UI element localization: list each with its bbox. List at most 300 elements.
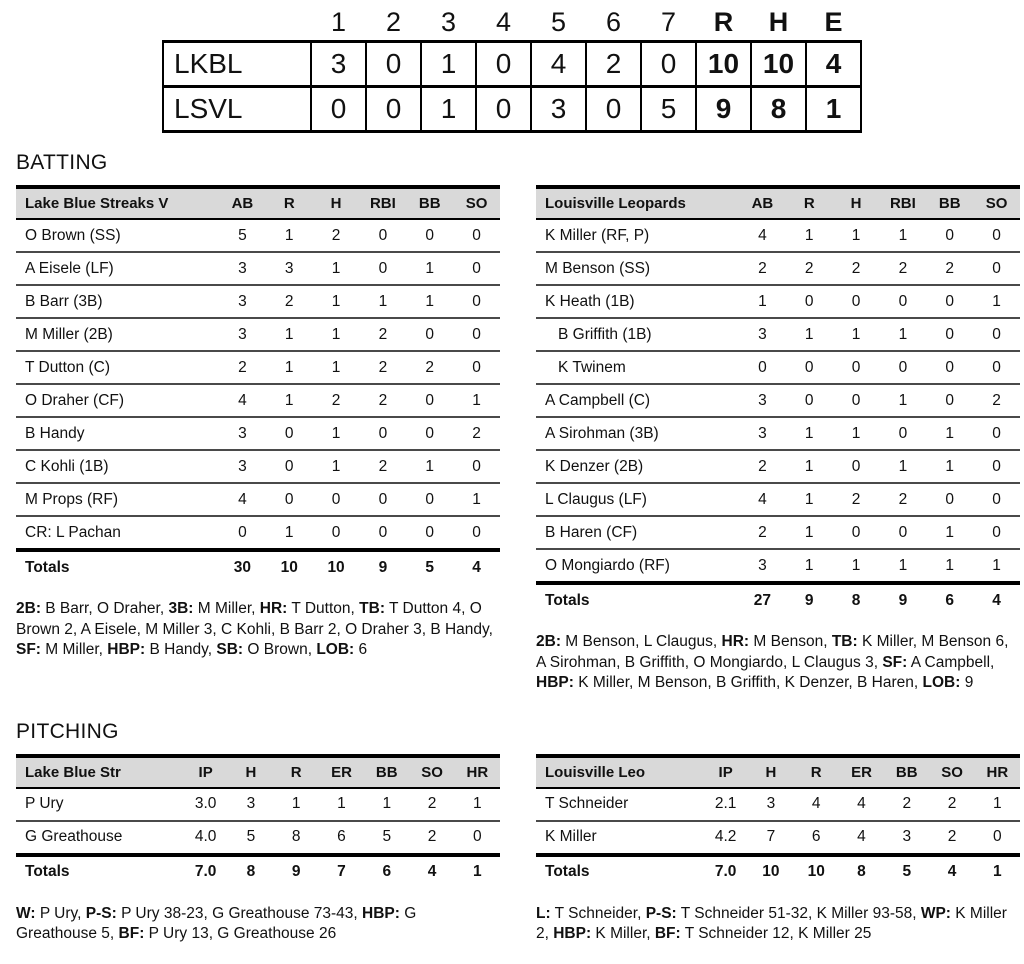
pitching-column-header-ip: IP [703,756,748,788]
batting-player-name: M Miller (2B) [16,318,219,351]
batting-stat-cell: 0 [406,318,453,351]
batting-stat-cell: 0 [786,384,833,417]
batting-row [536,384,1020,417]
batting-row [16,516,500,550]
batting-row [16,384,500,417]
batting-stat-cell: 0 [359,252,406,285]
linescore-inning-cell: 2 [586,42,641,87]
batting-stat-cell: 2 [973,384,1020,417]
pitching-stat-cell: 3 [228,788,273,821]
batting-stat-cell: 0 [786,351,833,384]
batting-column-header-h: H [833,187,880,219]
linescore-row [163,42,861,87]
batting-stat-cell: 0 [926,285,973,318]
batting-stat-cell: 1 [453,384,500,417]
batting-row [536,252,1020,285]
batting-player-name: O Brown (SS) [16,219,219,252]
pitching-stat-cell: 0 [473,828,482,846]
batting-totals-cell: 9 [786,583,833,616]
pitching-totals-cell: 4 [929,855,974,888]
pitching-stat-cell: 1 [274,788,319,821]
pitching-player-name: T Schneider [536,788,703,821]
batting-totals-cell: 27 [739,583,786,616]
batting-totals-label: Totals [536,583,739,616]
pitching-away-note-label: L: [536,904,551,922]
batting-stat-cell: 1 [926,450,973,483]
batting-stat-cell: 0 [453,450,500,483]
batting-stat-cell: 0 [406,417,453,450]
pitching-totals-row [16,855,500,888]
linescore-inning-cell: 1 [421,42,476,87]
pitching-totals-label: Totals [536,855,703,888]
batting-row [536,450,1020,483]
batting-totals-cell: 10 [266,550,313,583]
pitching-stat-cell: 6 [337,828,346,846]
pitching-stat-cell: 1 [455,788,500,821]
batting-stat-cell: 2 [879,252,926,285]
linescore-header-row [163,4,861,42]
pitching-stat-cell: 6 [811,828,821,846]
pitching-away-note-label: BF: [654,925,681,943]
pitching-stat-cell: 3 [902,828,912,846]
batting-away-notes: 2B: M Benson, L Claugus, HR: M Benson, TB: K Miller, M Benson 6, A Sirohman, B Griffith, O Mongiardo, L Claugus 3, SF: A Campbell, HBP: K Miller, M Benson, B Griffith, K Denzer, B Haren, LOB: 9 [536,633,1009,692]
batting-row [536,483,1020,516]
pitching-player-name: K Miller [545,828,597,846]
batting-column-header-bb: BB [926,187,973,219]
linescore-inning-cell: 0 [641,42,696,87]
batting-stat-cell: 0 [359,483,406,516]
batting-stat-cell: 2 [313,219,360,252]
batting-player-name: O Draher (CF) [16,384,219,417]
batting-stat-cell: 0 [926,351,973,384]
pitching-column-header-so: SO [929,756,974,788]
pitching-totals-cell: 7.0 [703,855,748,888]
batting-row [536,516,1020,549]
pitching-stat-cell: 7 [766,828,776,846]
batting-stat-cell: 0 [973,252,1020,285]
batting-row [16,351,500,384]
pitching-stat-cell: 2 [884,788,929,821]
batting-row [536,549,1020,583]
batting-stat-cell: 2 [833,483,880,516]
batting-player-name: A Sirohman (3B) [536,417,739,450]
batting-stat-cell: 0 [786,285,833,318]
batting-stat-cell: 1 [266,384,313,417]
batting-player-name: M Benson (SS) [536,252,739,285]
pitching-row [536,788,1020,821]
batting-away-column [536,185,1020,694]
linescore-inning-cell: 0 [476,87,531,132]
pitching-column-header-er: ER [839,756,884,788]
batting-stat-cell: 0 [266,483,313,516]
batting-stat-cell: 0 [973,417,1020,450]
pitching-totals-cell: 1 [455,855,500,888]
batting-stat-cell: 0 [238,523,247,541]
batting-away-note-label: HR: [721,633,750,650]
pitching-stat-cell: 4 [794,788,839,821]
pitching-totals-cell: 10 [748,855,793,888]
batting-totals-cell: 8 [833,583,880,616]
pitching-away-body [536,788,1020,888]
batting-row [16,219,500,252]
batting-totals-cell: 10 [313,550,360,583]
batting-stat-cell: 0 [453,318,500,351]
batting-stat-cell: 0 [453,252,500,285]
linescore-inning-cell: 4 [531,42,586,87]
pitching-column-header-r: R [794,756,839,788]
batting-stat-cell: 2 [266,285,313,318]
pitching-row [536,821,1020,855]
batting-stat-cell: 1 [833,318,880,351]
batting-home-note-label: SF: [16,641,41,659]
batting-stat-cell: 2 [739,252,786,285]
batting-stat-cell: 0 [973,318,1020,351]
batting-away-note-label: 2B: [536,633,561,650]
batting-player-name: L Claugus (LF) [536,483,739,516]
batting-column-header-rbi: RBI [359,187,406,219]
batting-home-note-label: LOB: [316,641,355,659]
batting-stat-cell: 0 [973,450,1020,483]
pitching-stat-cell: 1 [319,788,364,821]
batting-stat-cell: 0 [879,516,926,549]
pitching-stat-cell: 5 [246,828,256,846]
batting-stat-cell: 3 [219,285,266,318]
batting-stat-cell: 3 [758,556,767,574]
batting-stat-cell: 1 [786,516,833,549]
pitching-column-header-hr: HR [975,756,1020,788]
pitching-away-team-header: Louisville Leo [536,756,703,788]
pitching-totals-cell: 10 [794,855,839,888]
pitching-totals-row [536,855,1020,888]
batting-home-note-label: 2B: [16,600,41,617]
batting-stat-cell: 1 [786,417,833,450]
linescore-inning-header-2: 2 [385,6,402,37]
batting-stat-cell: 2 [739,516,786,549]
pitching-away-notes: L: T Schneider, P-S: T Schneider 51-32, K Miller 93-58, WP: K Miller 2, HBP: K Miller, BF: T Schneider 12, K Miller 25 [536,904,1007,943]
batting-stat-cell: 0 [833,384,880,417]
linescore-inning-cell: 0 [476,42,531,87]
linescore-inning-cell: 0 [311,87,366,132]
pitching-stat-cell: 4.2 [714,828,737,846]
batting-stat-cell: 0 [425,523,435,541]
batting-stat-cell: 0 [833,351,880,384]
batting-columns [0,185,1024,694]
batting-totals-cell: 30 [219,550,266,583]
linescore-inning-cell: 0 [366,42,421,87]
batting-stat-cell: 0 [973,351,1020,384]
pitching-stat-cell: 0 [993,828,1002,846]
batting-player-name: CR: L Pachan [25,523,121,541]
pitching-player-name: G Greathouse [25,828,123,846]
pitching-stat-cell: 4 [857,828,866,846]
batting-home-notes: 2B: B Barr, O Draher, 3B: M Miller, HR: T Dutton, TB: T Dutton 4, O Brown 2, A Eisele, M Miller 3, C Kohli, B Barr 2, O Draher 3, B Handy, SF: M Miller, HBP: B Handy, SB: O Brown, LOB: 6 [16,600,493,659]
batting-home-note-label: HR: [259,600,288,617]
batting-stat-cell: 1 [406,285,453,318]
batting-table-home [16,185,500,583]
batting-stat-cell: 1 [266,318,313,351]
batting-player-name: A Eisele (LF) [16,252,219,285]
batting-totals-cell: 9 [359,550,406,583]
batting-stat-cell: 0 [833,450,880,483]
pitching-home-note-label: HBP: [362,904,400,922]
pitching-totals-cell: 7.0 [183,855,228,888]
pitching-away-note-label: HBP: [553,925,592,943]
batting-totals-row [16,550,500,583]
batting-stat-cell: 0 [406,384,453,417]
pitching-totals-cell: 1 [975,855,1020,888]
pitching-totals-cell: 7 [319,855,364,888]
batting-stat-cell: 0 [926,219,973,252]
batting-stat-cell: 4 [219,483,266,516]
batting-stat-cell: 3 [739,318,786,351]
batting-stat-cell: 3 [219,318,266,351]
batting-stat-cell: 2 [926,252,973,285]
pitching-column-header-hr: HR [455,756,500,788]
batting-totals-row [536,583,1020,616]
batting-stat-cell: 1 [359,285,406,318]
batting-stat-cell: 2 [359,351,406,384]
pitching-away-header-row [536,756,1020,788]
batting-stat-cell: 0 [973,516,1020,549]
pitching-stat-cell: 8 [291,828,301,846]
linescore-r-header: R [713,6,734,37]
linescore-section [0,0,1024,133]
pitching-player-name: P Ury [16,788,183,821]
linescore-body [163,42,861,132]
batting-player-name: C Kohli (1B) [16,450,219,483]
pitching-home-team-header: Lake Blue Str [16,756,183,788]
pitching-totals-cell: 9 [274,855,319,888]
batting-stat-cell: 0 [472,523,481,541]
batting-stat-cell: 2 [786,252,833,285]
batting-stat-cell: 4 [739,219,786,252]
pitching-away-note-label: P-S: [645,904,677,922]
batting-stat-cell: 1 [266,351,313,384]
batting-stat-cell: 1 [313,417,360,450]
pitching-totals-cell: 4 [409,855,454,888]
batting-stat-cell: 1 [833,417,880,450]
batting-stat-cell: 1 [804,556,814,574]
batting-stat-cell: 0 [453,285,500,318]
batting-column-header-rbi: RBI [879,187,926,219]
batting-row [536,351,1020,384]
linescore-team-name: LKBL [163,42,311,87]
pitching-stat-cell: 2.1 [703,788,748,821]
batting-stat-cell: 1 [879,450,926,483]
linescore-errors-cell: 1 [806,87,861,132]
pitching-home-body [16,788,500,888]
linescore-runs-cell: 9 [696,87,751,132]
pitching-column-header-bb: BB [884,756,929,788]
pitching-column-header-h: H [228,756,273,788]
linescore-inning-header-6: 6 [605,6,622,37]
batting-player-name: O Mongiardo (RF) [545,556,670,574]
linescore-inning-header-5: 5 [550,6,567,37]
batting-stat-cell: 0 [378,523,388,541]
pitching-column-header-er: ER [319,756,364,788]
batting-column-header-ab: AB [219,187,266,219]
batting-stat-cell: 1 [284,523,294,541]
linescore-inning-header-3: 3 [440,6,457,37]
linescore-hits-cell: 8 [751,87,806,132]
linescore-inning-header-1: 1 [330,6,347,37]
batting-away-header-row [536,187,1020,219]
pitching-stat-cell: 1 [975,788,1020,821]
batting-stat-cell: 2 [219,351,266,384]
batting-stat-cell: 3 [219,417,266,450]
batting-stat-cell: 1 [313,351,360,384]
linescore-team-header [163,4,311,42]
batting-stat-cell: 1 [406,450,453,483]
pitching-section-title: PITCHING [16,719,119,743]
batting-player-name: B Handy [16,417,219,450]
batting-stat-cell: 3 [219,450,266,483]
batting-away-note-label: SF: [882,653,908,671]
batting-row [16,417,500,450]
linescore-table [162,4,862,133]
batting-stat-cell: 2 [313,384,360,417]
batting-stat-cell: 0 [266,417,313,450]
pitching-away-column [536,754,1020,945]
batting-stat-cell: 0 [879,285,926,318]
batting-home-header-row [16,187,500,219]
batting-stat-cell: 2 [359,384,406,417]
linescore-errors-cell: 4 [806,42,861,87]
pitching-columns [0,754,1024,945]
batting-stat-cell: 1 [851,556,861,574]
batting-column-header-r: R [266,187,313,219]
batting-home-note-label: 3B: [168,600,194,617]
batting-home-note-label: SB: [216,641,244,659]
pitching-column-header-ip: IP [183,756,228,788]
batting-section-title: BATTING [16,151,108,174]
batting-stat-cell: 1 [833,219,880,252]
batting-stat-cell: 2 [359,450,406,483]
batting-totals-cell: 6 [926,583,973,616]
pitching-stat-cell: 1 [364,788,409,821]
batting-stat-cell: 0 [359,417,406,450]
batting-stat-cell: 0 [973,483,1020,516]
batting-row [16,483,500,516]
batting-totals-cell: 9 [879,583,926,616]
batting-stat-cell: 1 [786,450,833,483]
linescore-h-header: H [768,6,789,37]
batting-stat-cell: 1 [973,285,1020,318]
linescore-row [163,87,861,132]
pitching-home-notes: W: P Ury, P-S: P Ury 38-23, G Greathouse 73-43, HBP: G Greathouse 5, BF: P Ury 13, G Greathouse 26 [16,904,417,943]
batting-stat-cell: 1 [786,318,833,351]
linescore-inning-cell: 3 [531,87,586,132]
batting-totals-label: Totals [16,550,219,583]
batting-player-name: A Campbell (C) [536,384,739,417]
batting-player-name: B Griffith (1B) [536,318,739,351]
batting-stat-cell: 3 [266,252,313,285]
batting-player-name: B Haren (CF) [536,516,739,549]
batting-column-header-bb: BB [406,187,453,219]
linescore-team-name: LSVL [163,87,311,132]
batting-stat-cell: 0 [359,219,406,252]
batting-stat-cell: 1 [879,384,926,417]
batting-stat-cell: 0 [331,523,341,541]
pitching-stat-cell: 3.0 [183,788,228,821]
pitching-totals-cell: 5 [884,855,929,888]
batting-stat-cell: 0 [926,483,973,516]
batting-totals-cell: 5 [406,550,453,583]
batting-row [536,417,1020,450]
batting-table-away [536,185,1020,616]
batting-stat-cell: 1 [786,483,833,516]
batting-row [536,285,1020,318]
batting-row [16,252,500,285]
batting-stat-cell: 4 [219,384,266,417]
batting-stat-cell: 2 [833,252,880,285]
batting-stat-cell: 0 [833,516,880,549]
batting-stat-cell: 1 [406,252,453,285]
pitching-home-column [16,754,500,945]
batting-stat-cell: 0 [266,450,313,483]
pitching-stat-cell: 2 [409,788,454,821]
batting-home-team-header: Lake Blue Streaks V [16,187,219,219]
batting-player-name: K Twinem [536,351,739,384]
batting-stat-cell: 4 [739,483,786,516]
batting-stat-cell: 1 [266,219,313,252]
batting-column-header-ab: AB [739,187,786,219]
batting-stat-cell: 1 [313,450,360,483]
batting-column-header-so: SO [453,187,500,219]
batting-stat-cell: 0 [313,483,360,516]
batting-stat-cell: 1 [453,483,500,516]
batting-stat-cell: 2 [879,483,926,516]
batting-stat-cell: 0 [453,351,500,384]
pitching-home-note-label: W: [16,904,36,922]
batting-player-name: B Barr (3B) [16,285,219,318]
batting-row [16,318,500,351]
batting-stat-cell: 0 [926,384,973,417]
pitching-home-header-row [16,756,500,788]
pitching-column-header-so: SO [409,756,454,788]
batting-row [536,219,1020,252]
batting-away-body [536,219,1020,616]
linescore-inning-cell: 3 [311,42,366,87]
linescore-runs-cell: 10 [696,42,751,87]
batting-stat-cell: 0 [879,351,926,384]
batting-stat-cell: 3 [219,252,266,285]
linescore-hits-cell: 10 [751,42,806,87]
batting-home-note-label: HBP: [107,641,146,659]
batting-stat-cell: 1 [739,285,786,318]
batting-row [536,318,1020,351]
batting-stat-cell: 3 [739,417,786,450]
pitching-column-header-bb: BB [364,756,409,788]
linescore-e-header: E [824,6,843,37]
pitching-stat-cell: 4 [839,788,884,821]
batting-totals-cell: 4 [453,550,500,583]
batting-stat-cell: 1 [992,556,1001,574]
batting-stat-cell: 2 [359,318,406,351]
batting-home-note-label: TB: [359,600,385,617]
batting-stat-cell: 1 [898,556,908,574]
batting-stat-cell: 0 [973,219,1020,252]
batting-stat-cell: 0 [833,285,880,318]
batting-stat-cell: 5 [219,219,266,252]
batting-stat-cell: 2 [453,417,500,450]
linescore-inning-cell: 5 [641,87,696,132]
linescore-inning-cell: 1 [421,87,476,132]
batting-stat-cell: 0 [406,483,453,516]
batting-stat-cell: 0 [406,219,453,252]
pitching-totals-cell: 6 [364,855,409,888]
batting-player-name: T Dutton (C) [16,351,219,384]
